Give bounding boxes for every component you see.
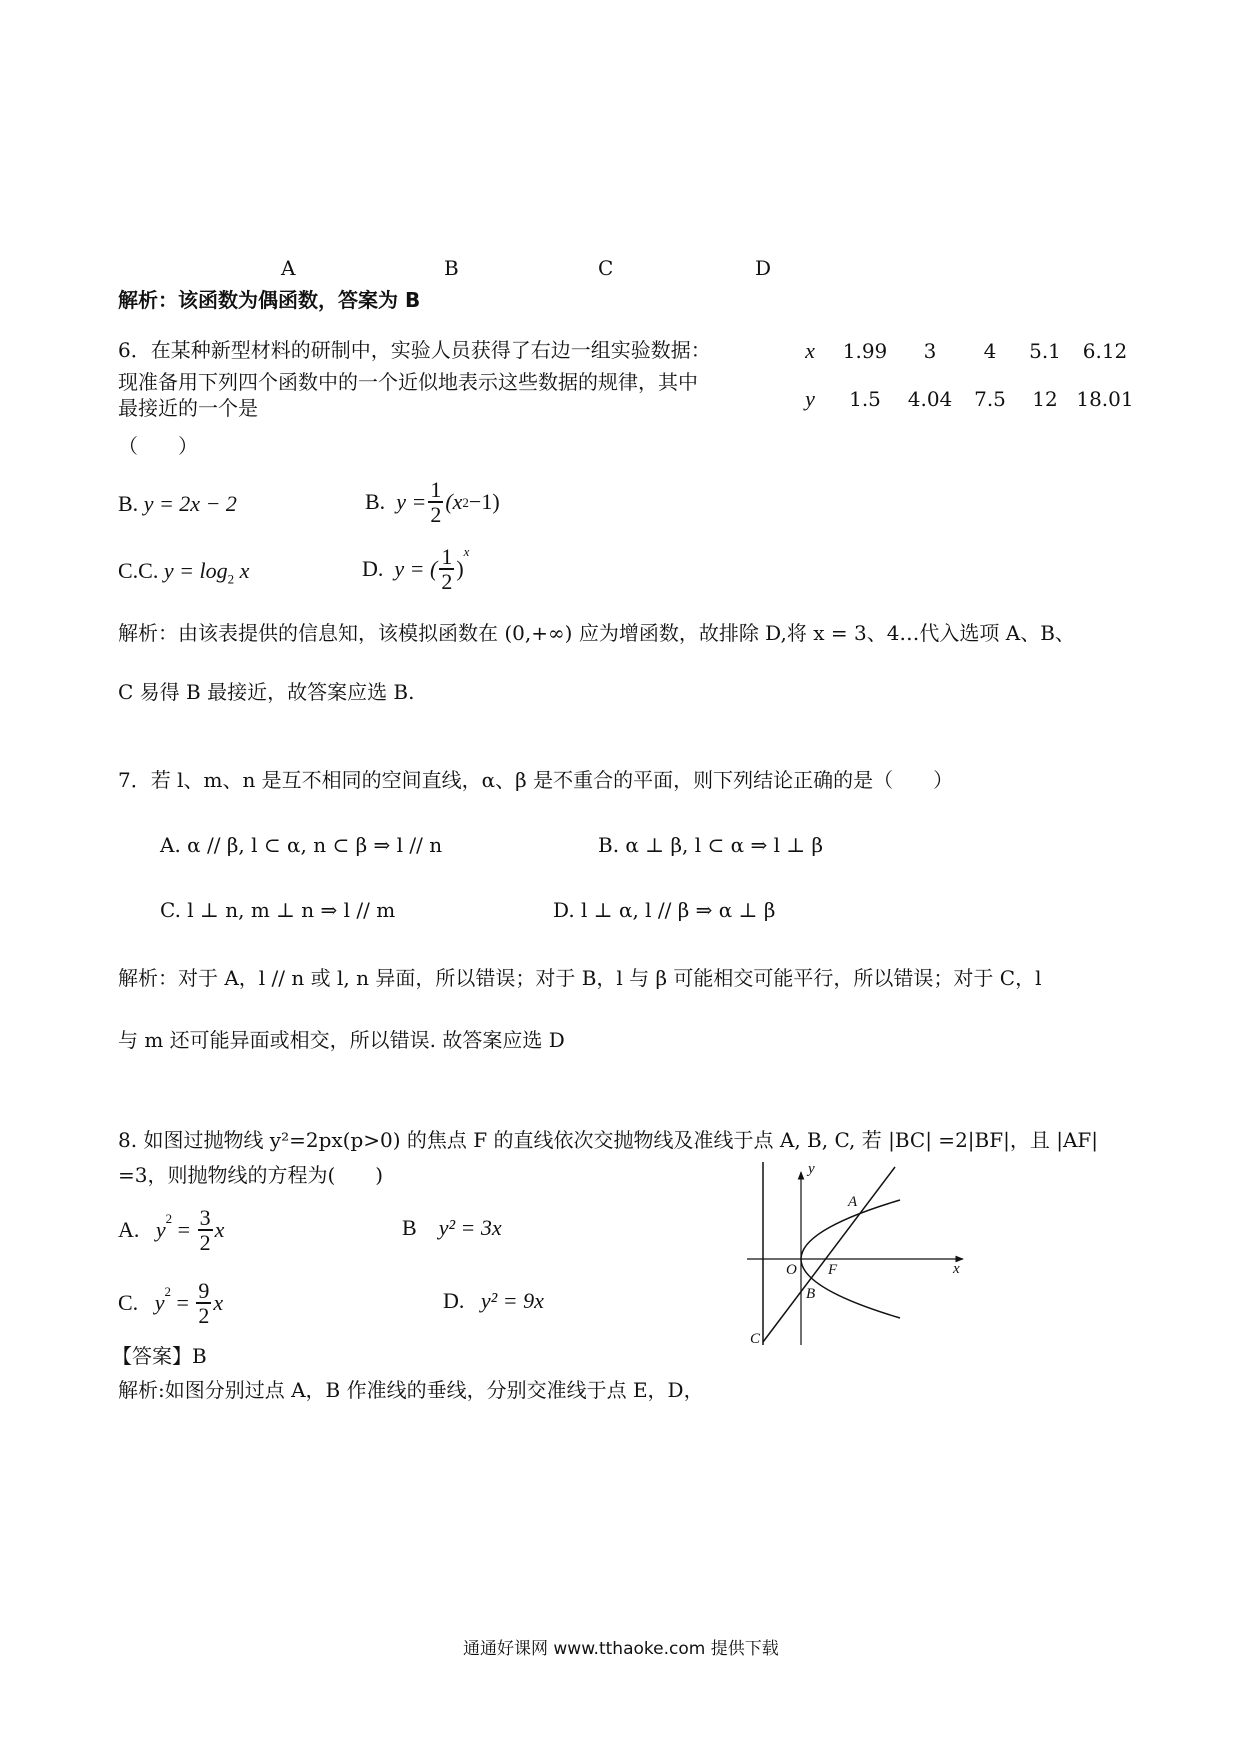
option-expr: ) <box>456 556 464 582</box>
point-a-label: A <box>848 1194 858 1210</box>
option-label-c: C <box>598 256 614 280</box>
y-label: y <box>805 386 815 411</box>
point-b-label: B <box>806 1286 816 1302</box>
x-value: 5.1 <box>1029 339 1061 363</box>
q5-analysis: 解析：该函数为偶函数，答案为 B <box>118 288 421 312</box>
denominator: 2 <box>441 569 453 595</box>
x-value: 6.12 <box>1082 339 1128 363</box>
y-value: 7.5 <box>974 387 1006 411</box>
q6-stem-3: 最接近的一个是 <box>118 396 258 420</box>
denominator: 2 <box>199 1230 211 1256</box>
option-label: C.C. <box>118 558 159 583</box>
option-expr: y² = 9x <box>480 1288 544 1313</box>
y-value: 1.5 <box>849 387 881 411</box>
option-label: A. <box>118 1217 140 1243</box>
q7-option-a: A. α // β, l ⊂ α, n ⊂ β ⇒ l // n <box>160 833 443 857</box>
q8-analysis: 解析:如图分别过点 A，B 作准线的垂线，分别交准线于点 E，D， <box>118 1378 704 1402</box>
q6-stem-2: 现准备用下列四个函数中的一个近似地表示这些数据的规律，其中 <box>118 370 698 394</box>
option-label-a: A <box>281 256 296 280</box>
option-expr: y = <box>396 489 427 515</box>
option-label-d: D <box>755 256 772 280</box>
option-label: D. <box>362 556 384 582</box>
q7-option-c: C. l ⊥ n, m ⊥ n ⇒ l // m <box>160 898 396 922</box>
option-label: C. <box>118 1290 139 1316</box>
q8-answer: 【答案】B <box>112 1344 207 1368</box>
numerator: 9 <box>198 1278 210 1303</box>
q7-analysis-2: 与 m 还可能异面或相交，所以错误. 故答案应选 D <box>118 1028 565 1052</box>
point-c-label: C <box>750 1331 761 1347</box>
option-expr: x <box>213 1290 224 1316</box>
option-label-b: B <box>444 256 459 280</box>
exponent: 2 <box>164 1284 171 1299</box>
option-expr: x <box>214 1217 225 1243</box>
denominator: 2 <box>198 1303 210 1329</box>
x-label: x <box>805 338 815 363</box>
x-value: 1.99 <box>842 339 888 363</box>
q6-analysis-2: C 易得 B 最接近，故答案应选 B. <box>118 680 415 704</box>
y-value: 12 <box>1032 387 1058 411</box>
q7-stem: 7．若 l、m、n 是互不相同的空间直线，α、β 是不重合的平面，则下列结论正确的是（ ） <box>118 768 954 792</box>
equals: = <box>170 1290 195 1316</box>
option-label: D. <box>443 1288 465 1313</box>
y-value: 4.04 <box>907 387 953 411</box>
option-expr: y = 2x − 2 <box>143 491 237 516</box>
subscript: 2 <box>227 571 235 587</box>
origin-label: O <box>786 1262 797 1278</box>
x-value: 4 <box>983 339 997 363</box>
numerator: 3 <box>199 1205 211 1230</box>
q7-option-b: B. α ⊥ β, l ⊂ α ⇒ l ⊥ β <box>598 833 824 857</box>
q6-paren: （ ） <box>118 434 198 458</box>
footer-text: 通通好课网 www.tthaoke.com 提供下载 <box>463 1639 779 1659</box>
exponent: x <box>463 544 470 559</box>
q7-option-d: D. l ⊥ α, l // β ⇒ α ⊥ β <box>553 898 776 922</box>
option-expr: y <box>155 1217 166 1243</box>
option-expr: −1) <box>468 489 500 515</box>
equals: = <box>172 1217 196 1243</box>
exponent: 2 <box>462 494 469 510</box>
option-expr: y = ( <box>394 556 438 582</box>
option-expr: (x <box>445 489 463 515</box>
exponent: 2 <box>165 1211 173 1226</box>
x-axis-label: x <box>953 1261 960 1277</box>
q8-stem-2: =3，则抛物线的方程为( ) <box>118 1163 384 1187</box>
q6-stem-1: 6．在某种新型材料的研制中，实验人员获得了右边一组实验数据： <box>118 338 711 362</box>
option-label: B. <box>118 491 139 516</box>
denominator: 2 <box>430 502 442 528</box>
option-expr: y <box>154 1290 165 1316</box>
option-expr: x <box>234 558 250 583</box>
numerator: 1 <box>441 544 453 569</box>
q7-analysis-1: 解析：对于 A，l // n 或 l, n 异面，所以错误；对于 B，l 与 β 可能相交可能平行，所以错误；对于 C，l <box>118 966 1042 990</box>
q6-analysis-1: 解析：由该表提供的信息知，该模拟函数在 (0,+∞) 应为增函数，故排除 D,将 x = 3、4…代入选项 A、B、 <box>118 621 1075 645</box>
q8-stem-1: 8. 如图过抛物线 y²=2px(p>0) 的焦点 F 的直线依次交抛物线及准线于点 A, B, C, 若 |BC| =2|BF|，且 |AF| <box>118 1128 1098 1152</box>
option-label: B. <box>365 489 386 515</box>
numerator: 1 <box>430 477 442 502</box>
y-value: 18.01 <box>1076 387 1134 411</box>
option-label: B <box>402 1215 417 1240</box>
focus-label: F <box>828 1262 838 1278</box>
focal-line <box>763 1167 895 1342</box>
y-axis-label: y <box>808 1161 815 1177</box>
x-value: 3 <box>923 339 937 363</box>
option-expr: y² = 3x <box>438 1215 502 1240</box>
option-expr: y = log <box>163 558 228 583</box>
